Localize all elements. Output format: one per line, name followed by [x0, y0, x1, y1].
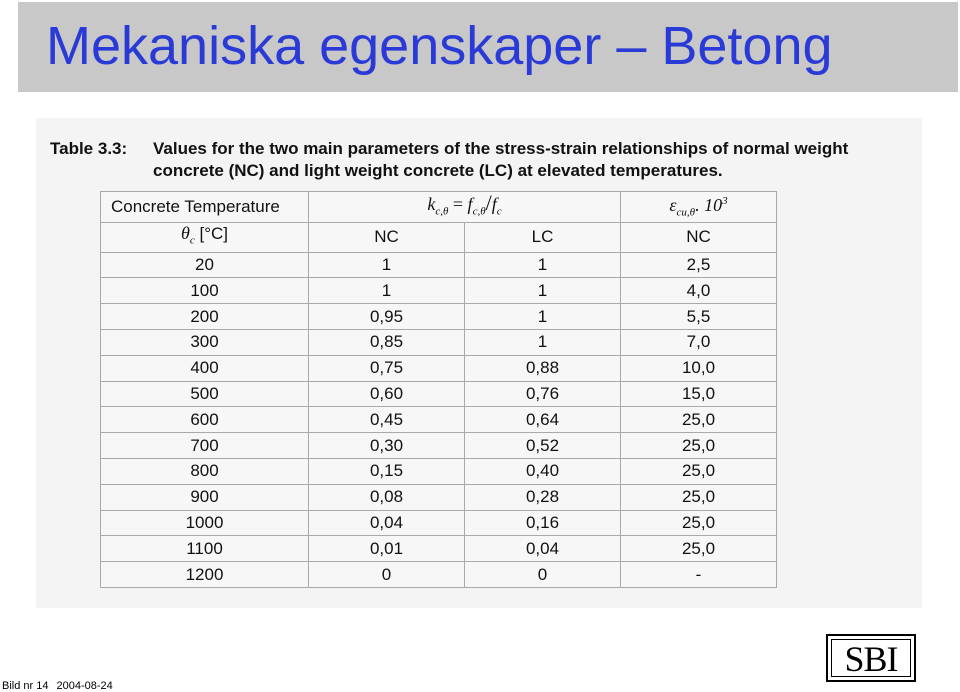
cell-k-lc: 1 — [465, 304, 621, 330]
cell-eps-nc: - — [621, 562, 777, 588]
table-row — [101, 510, 777, 536]
cell-temperature: 600 — [101, 407, 309, 433]
footer — [2, 680, 113, 692]
cell-temperature: 300 — [101, 329, 309, 355]
cell-k-nc: 0,15 — [309, 458, 465, 484]
cell-k-nc: 1 — [309, 278, 465, 304]
cell-eps-nc: 25,0 — [621, 510, 777, 536]
cell-k-lc: 0,88 — [465, 355, 621, 381]
temp-unit: [°C] — [199, 224, 228, 244]
table-row — [101, 562, 777, 588]
cell-k-nc: 0,04 — [309, 510, 465, 536]
cell-k-nc: 0,60 — [309, 381, 465, 407]
header-theta-unit: $\theta_c$ [°C] — [101, 222, 309, 252]
table-row — [101, 381, 777, 407]
cell-eps-nc: 5,5 — [621, 304, 777, 330]
header-nc-strain: NC — [621, 222, 777, 252]
cell-k-nc: 0,30 — [309, 433, 465, 459]
cell-k-lc: 0,16 — [465, 510, 621, 536]
cell-temperature: 900 — [101, 484, 309, 510]
cell-eps-nc: 10,0 — [621, 355, 777, 381]
title-bar — [18, 2, 958, 92]
sbi-logo-text: SBI — [831, 639, 911, 677]
slide-title: Mekaniska egenskaper – Betong — [46, 16, 833, 76]
cell-eps-nc: 7,0 — [621, 329, 777, 355]
cell-eps-nc: 15,0 — [621, 381, 777, 407]
header-lc: LC — [465, 222, 621, 252]
cell-eps-nc: 4,0 — [621, 278, 777, 304]
cell-k-lc: 0 — [465, 562, 621, 588]
cell-eps-nc: 25,0 — [621, 433, 777, 459]
caption-line-1 — [50, 138, 920, 160]
table-row — [101, 536, 777, 562]
cell-eps-nc: 25,0 — [621, 458, 777, 484]
cell-k-lc: 0,40 — [465, 458, 621, 484]
cell-temperature: 1100 — [101, 536, 309, 562]
cell-eps-nc: 2,5 — [621, 252, 777, 278]
epsilon-formula: $\varepsilon_{cu,\theta}$. $10^3$ — [669, 195, 728, 219]
cell-k-nc: 0 — [309, 562, 465, 588]
footer-date: 2004-08-24 — [56, 680, 113, 692]
cell-temperature: 500 — [101, 381, 309, 407]
table-row — [101, 329, 777, 355]
table-image-panel — [36, 118, 922, 608]
cell-temperature: 20 — [101, 252, 309, 278]
table-header-row-2 — [101, 222, 777, 252]
sbi-logo — [826, 634, 916, 682]
table-row — [101, 355, 777, 381]
table-header-row-1 — [101, 192, 777, 223]
table-row — [101, 484, 777, 510]
k-formula: $k_{c,\theta} = f_{c,\theta}/f_c$ — [427, 189, 502, 218]
cell-temperature: 100 — [101, 278, 309, 304]
cell-k-lc: 1 — [465, 329, 621, 355]
table-caption — [50, 138, 920, 182]
cell-k-nc: 0,08 — [309, 484, 465, 510]
cell-eps-nc: 25,0 — [621, 407, 777, 433]
cell-k-lc: 0,04 — [465, 536, 621, 562]
cell-k-lc: 1 — [465, 278, 621, 304]
stress-strain-table — [100, 191, 777, 588]
cell-k-lc: 1 — [465, 252, 621, 278]
header-epsilon-parameter — [621, 192, 777, 223]
cell-temperature: 400 — [101, 355, 309, 381]
cell-eps-nc: 25,0 — [621, 536, 777, 562]
caption-label: Table 3.3: — [50, 139, 128, 158]
cell-k-lc: 0,76 — [465, 381, 621, 407]
cell-k-nc: 0,75 — [309, 355, 465, 381]
cell-k-nc: 0,95 — [309, 304, 465, 330]
table-row — [101, 458, 777, 484]
cell-eps-nc: 25,0 — [621, 484, 777, 510]
cell-k-lc: 0,52 — [465, 433, 621, 459]
caption-line-2: concrete (NC) and light weight concrete (LC) at elevated temperatures. — [153, 161, 723, 180]
cell-k-nc: 0,85 — [309, 329, 465, 355]
cell-k-nc: 1 — [309, 252, 465, 278]
cell-temperature: 1000 — [101, 510, 309, 536]
cell-k-nc: 0,01 — [309, 536, 465, 562]
cell-k-lc: 0,28 — [465, 484, 621, 510]
table-row — [101, 304, 777, 330]
table-row — [101, 407, 777, 433]
caption-text-1: Values for the two main parameters of the stress-strain relationships of normal weight — [153, 139, 849, 158]
cell-temperature: 200 — [101, 304, 309, 330]
cell-temperature: 1200 — [101, 562, 309, 588]
header-nc: NC — [309, 222, 465, 252]
header-concrete-temperature: Concrete Temperature — [101, 192, 309, 223]
table-row — [101, 433, 777, 459]
table-row — [101, 252, 777, 278]
header-k-parameter — [309, 189, 621, 223]
cell-k-lc: 0,64 — [465, 407, 621, 433]
cell-temperature: 800 — [101, 458, 309, 484]
table-row — [101, 278, 777, 304]
cell-k-nc: 0,45 — [309, 407, 465, 433]
slide-number: Bild nr 14 — [2, 680, 49, 692]
cell-temperature: 700 — [101, 433, 309, 459]
